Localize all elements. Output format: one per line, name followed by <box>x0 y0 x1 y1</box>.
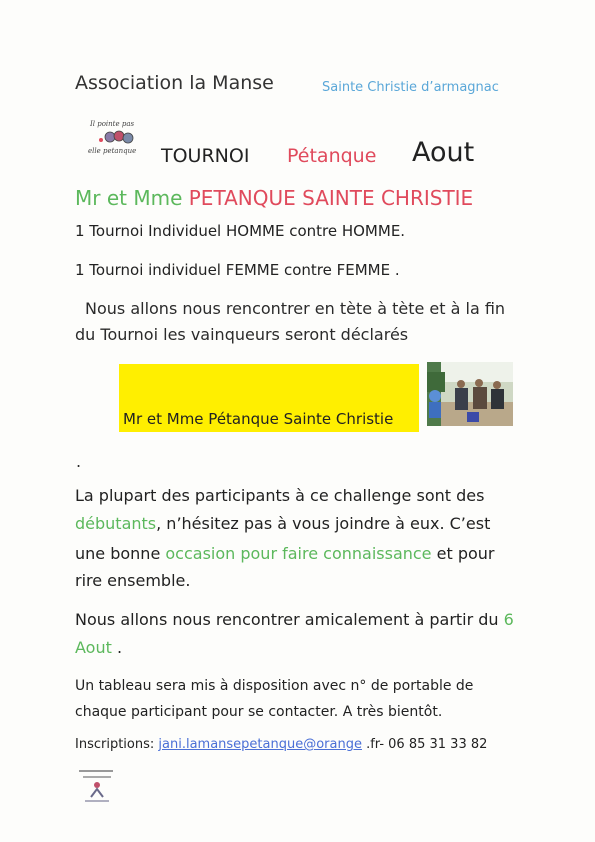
headline-prefix: Mr et Mme <box>75 186 183 210</box>
para2-line1 <box>75 610 514 629</box>
para2-text: Nous allons nous rencontrer amicalement à partir du <box>75 610 504 629</box>
logo-text-top: Il pointe pas <box>90 120 135 128</box>
men-tournament-line: 1 Tournoi Individuel HOMME contre HOMME. <box>75 222 406 240</box>
footer-logo <box>77 767 121 807</box>
para3-line1: Un tableau sera mis à disposition avec n° de portable de <box>75 678 474 694</box>
yellow-banner <box>119 364 419 432</box>
logo-text-bottom: elle petanque <box>88 147 137 155</box>
women-tournament-line: 1 Tournoi individuel FEMME contre FEMME . <box>75 261 400 279</box>
para2-line2 <box>75 638 122 657</box>
players-photo <box>427 362 513 426</box>
intro-line-1: Nous allons nous rencontrer en tète à tète et à la fin <box>85 299 506 318</box>
petanque-player-icon <box>77 767 121 807</box>
inscriptions-phone: .fr- 06 85 31 33 82 <box>361 737 488 752</box>
headline <box>75 186 473 210</box>
title-tournoi: TOURNOI <box>161 145 250 167</box>
para1-line3-b: et pour <box>431 544 495 563</box>
para1-line3 <box>75 544 494 563</box>
inscriptions-label: Inscriptions: <box>75 737 159 752</box>
association-name: Association la Manse <box>75 72 274 94</box>
stray-dot: . <box>76 452 82 471</box>
banner-text: Mr et Mme Pétanque Sainte Christie <box>123 410 394 428</box>
para1-line1: La plupart des participants à ce challenge sont des <box>75 486 485 505</box>
para1-line3-a: une bonne <box>75 544 166 563</box>
para2-month: Aout <box>75 638 112 657</box>
para1-line4: rire ensemble. <box>75 571 191 590</box>
intro-line-2: du Tournoi les vainqueurs seront déclarés <box>75 325 409 344</box>
headline-name: PETANQUE SAINTE CHRISTIE <box>188 186 474 210</box>
para3-line2: chaque participant pour se contacter. A très bientôt. <box>75 704 443 720</box>
para1-beginners: débutants <box>75 514 157 533</box>
para2-line2-rest: . <box>111 638 123 657</box>
inscriptions <box>75 737 487 752</box>
title-petanque: Pétanque <box>287 145 377 167</box>
inscriptions-email-link[interactable]: jani.lamansepetanque@orange <box>158 737 362 752</box>
title-month: Aout <box>412 137 475 168</box>
para1-line2 <box>75 514 490 533</box>
location-name: Sainte Christie d’armagnac <box>322 80 499 95</box>
para1-occasion: occasion pour faire connaissance <box>165 544 432 563</box>
petanque-balls-icon <box>86 117 156 157</box>
petanque-logo <box>86 117 156 157</box>
para2-day: 6 <box>503 610 514 629</box>
para1-line2-rest: , n’hésitez pas à vous joindre à eux. C’est <box>156 514 491 533</box>
